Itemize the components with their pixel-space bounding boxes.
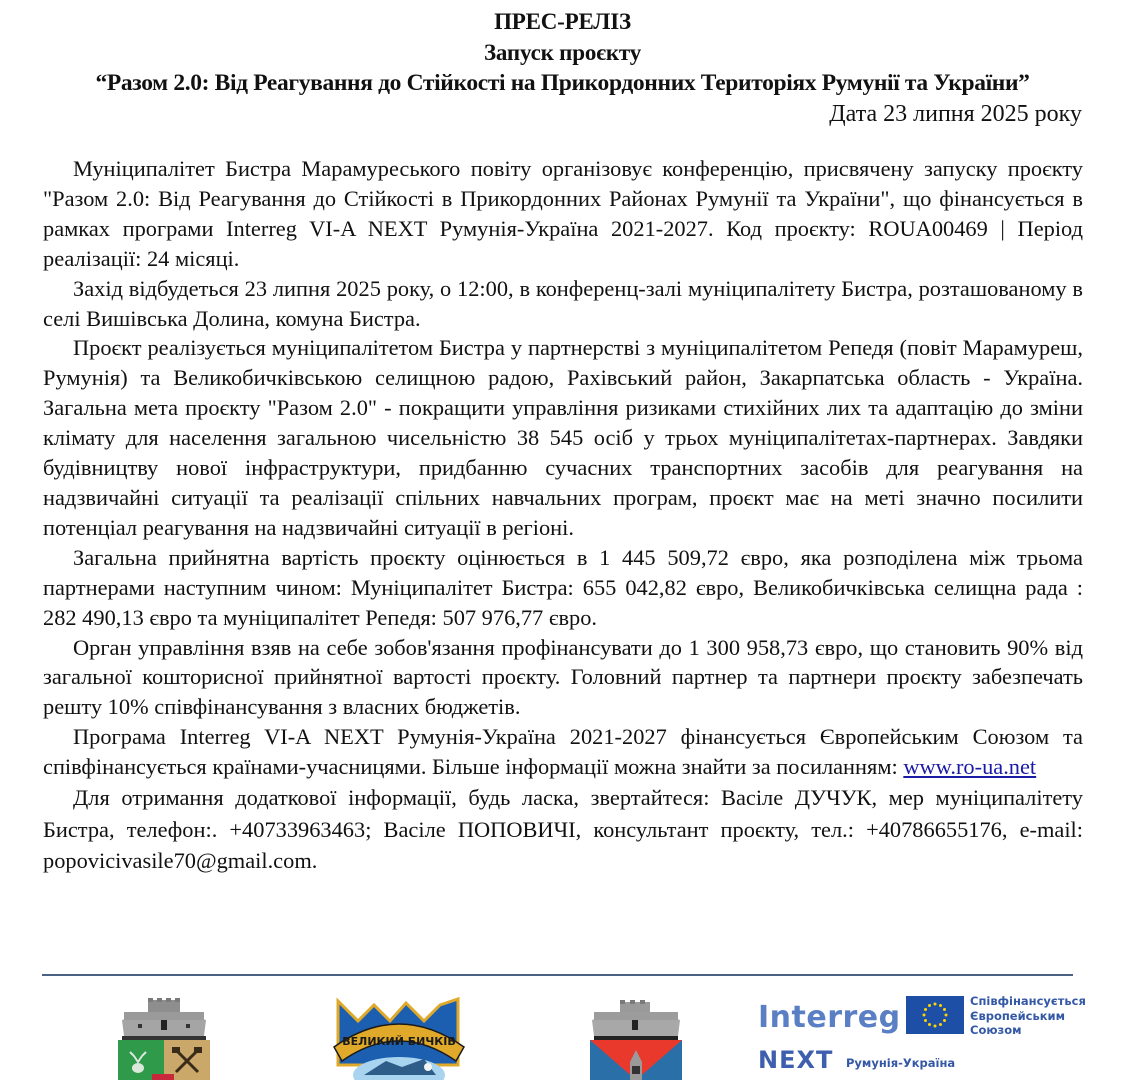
document-subtitle: Запуск проєкту <box>483 40 642 65</box>
repedea-coat-of-arms-icon <box>584 1000 688 1080</box>
project-name: “Разом 2.0: Від Реагування до Стійкості на Прикордонних Територіях Румунії та України” <box>95 70 1030 96</box>
document-title: ПРЕС-РЕЛІЗ <box>494 9 631 34</box>
footer-divider <box>42 974 1073 976</box>
press-release-header <box>0 6 1125 130</box>
paragraph-budget: Загальна прийнятна вартість проєкту оцінюється в 1 445 509,72 євро, яка розподілена між трьома партнерами наступним чином: Муніципалітет Бистра: 655 042,82 євро, Великобичківська селищна рада : 282 490,13 євро та муніципалітет Репедя: 507 976,77 євро. <box>43 544 1083 630</box>
velykyi-bychkiv-emblem-icon <box>328 995 470 1080</box>
bystra-coat-of-arms-icon <box>112 998 216 1080</box>
program-website-link[interactable]: www.ro-ua.net <box>903 754 1037 780</box>
program-region-label: Румунія-Україна <box>846 1056 956 1070</box>
press-release-body <box>43 154 1083 877</box>
paragraph-funding: Орган управління взяв на себе зобов'язання профінансувати до 1 300 958,73 євро, що становить 90% від загальної кошторисної прийнятної вартості проєкту. Головний партнер та партнери проєкту забезпечать решту 10% співфінансування з власних бюджетів. <box>43 634 1083 720</box>
interreg-wordmark: Interreg <box>758 1000 901 1035</box>
partner-logos <box>0 990 1125 1080</box>
paragraph-intro: Муніципалітет Бистра Марамуреського повіту організовує конференцію, присвячену запуску проєкту "Разом 2.0: Від Реагування до Стійкості в Прикордонних Районах Румунії та України", що фінансується в рамках програми Interreg VI-A NEXT Румунія-Україна 2021-2027. Код проєкту: ROUA00469 | Період реалізації: 24 місяці. <box>43 156 1083 271</box>
paragraph-partnership: Проєкт реалізується муніципалітетом Бистра у партнерстві з муніципалітетом Репедя (повіт Марамуреш, Румунія) та Великобичківською селищною радою, Рахівський район, Закарпатська область - Україна. Загальна мета проєкту "Разом 2.0" - покращити управління ризиками стихійних лих та адаптацію до зміни клімату для населення загальною чисельністю 38 545 осіб у трьох муніципалітетах-партнерах. Завдяки будівництву нової інфраструктури, придбанню сучасних транспортних засобів для реагування на надзвичайні ситуації та реалізації спільних навчальних програм, проєкт має на меті значно посилити потенціал реагування на надзвичайні ситуації в регіоні. <box>43 335 1083 540</box>
paragraph-program <box>43 722 1083 782</box>
interreg-next-logo <box>758 990 1108 1080</box>
program-text: Програма Interreg VI-A NEXT Румунія-Україна 2021-2027 фінансується Європейським Союзом та співфінансується країнами-учасницями. Більше інформації можна знайти за посиланням: <box>43 724 1083 780</box>
release-date: Дата 23 липня 2025 року <box>829 101 1082 127</box>
paragraph-event: Захід відбудеться 23 липня 2025 року, о 12:00, в конференц-залі муніципалітету Бистра, розташованому в селі Вишівська Долина, комуна Бистра. <box>43 275 1083 331</box>
eu-flag-icon <box>906 996 964 1034</box>
next-wordmark: NEXT <box>758 1046 834 1074</box>
svg-text:ВЕЛИКИЙ БИЧКІВ: ВЕЛИКИЙ БИЧКІВ <box>342 1035 456 1048</box>
eu-cofunding-text: Співфінансується Європейським Союзом <box>970 994 1086 1037</box>
paragraph-contact: Для отримання додаткової інформації, будь ласка, звертайтеся: Васіле ДУЧУК, мер муніципалітету Бистра, телефон:. +40733963463; Васіле ПОПОВИЧІ, консультант проєкту, тел.: +40786655176, e-mail: popovicivasile70@gmail.com. <box>43 785 1083 874</box>
